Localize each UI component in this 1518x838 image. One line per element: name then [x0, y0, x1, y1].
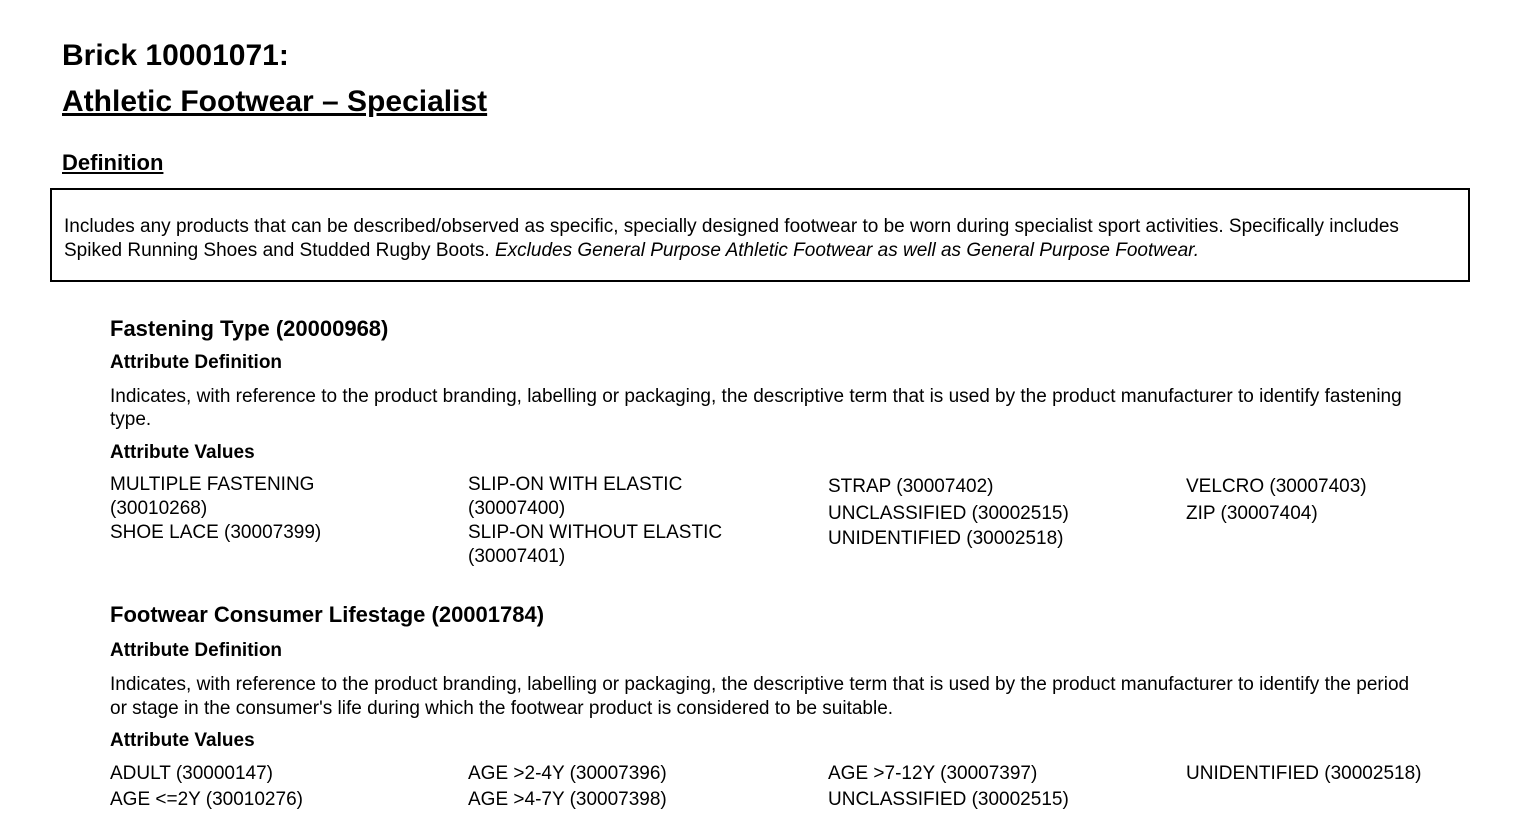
- attribute-title: Footwear Consumer Lifestage (20001784): [110, 602, 545, 627]
- attribute-value: STRAP (30007402): [828, 476, 994, 497]
- attribute-value: AGE <=2Y (30010276): [110, 789, 303, 810]
- values-column: [1186, 473, 1446, 569]
- attribute-definition-heading: Attribute Definition: [110, 640, 283, 661]
- attribute-definition-heading: Attribute Definition: [110, 352, 283, 373]
- definition-heading: Definition: [62, 150, 164, 175]
- values-column: [1186, 761, 1446, 813]
- values-column: [468, 473, 828, 569]
- attribute-values-grid: [110, 473, 1440, 569]
- attribute-value: SLIP-ON WITH ELASTIC (30007400): [468, 474, 683, 519]
- attribute-value: SLIP-ON WITHOUT ELASTIC (30007401): [468, 522, 723, 567]
- attribute-value: UNCLASSIFIED (30002515): [828, 503, 1069, 524]
- attribute-definition-text: Indicates, with reference to the product branding, labelling or packaging, the descriptive term that is used by the product manufacturer to identify fastening type.: [110, 386, 1402, 430]
- values-column: [110, 473, 468, 569]
- brick-name-heading: Athletic Footwear – Specialist: [62, 85, 488, 118]
- attribute-value: MULTIPLE FASTENING (30010268): [110, 474, 315, 519]
- attribute-value: ZIP (30007404): [1186, 503, 1318, 524]
- attribute-definition-text: Indicates, with reference to the product branding, labelling or packaging, the descriptive term that is used by the product manufacturer to identify the period or stage in the consumer's life during which the footwear product is considered to be suitable.: [110, 674, 1410, 719]
- values-column: [468, 761, 828, 813]
- attribute-value: SHOE LACE (30007399): [110, 522, 322, 543]
- definition-main-text: Includes any products that can be described/observed as specific, specially designed footwear to be worn during specialist sport activities. Specifically includes Spiked Running Shoes and Studded Rugby Boots.: [64, 216, 1399, 261]
- attribute-value: ADULT (30000147): [110, 763, 274, 784]
- values-column: [828, 761, 1186, 813]
- attribute-value: AGE >4-7Y (30007398): [468, 789, 667, 810]
- attribute-value: AGE >7-12Y (30007397): [828, 763, 1038, 784]
- attribute-section-fastening-type: [110, 315, 1440, 569]
- attribute-value: UNIDENTIFIED (30002518): [828, 528, 1064, 549]
- attribute-value: UNCLASSIFIED (30002515): [828, 789, 1069, 810]
- attribute-section-footwear-consumer-lifestage: [110, 601, 1440, 813]
- values-column: [110, 761, 468, 813]
- attribute-values-heading: Attribute Values: [110, 730, 255, 751]
- brick-code-heading: Brick 10001071:: [62, 39, 289, 72]
- definition-text: [64, 215, 1404, 263]
- attribute-title: Fastening Type (20000968): [110, 316, 389, 341]
- attribute-value: UNIDENTIFIED (30002518): [1186, 763, 1422, 784]
- attribute-value: AGE >2-4Y (30007396): [468, 763, 667, 784]
- definition-box: [50, 188, 1470, 282]
- values-column: [828, 473, 1186, 569]
- attribute-value: VELCRO (30007403): [1186, 476, 1367, 497]
- attribute-values-grid: [110, 761, 1440, 813]
- attribute-values-heading: Attribute Values: [110, 442, 255, 463]
- definition-excludes-text: Excludes General Purpose Athletic Footwear as well as General Purpose Footwear.: [494, 240, 1200, 261]
